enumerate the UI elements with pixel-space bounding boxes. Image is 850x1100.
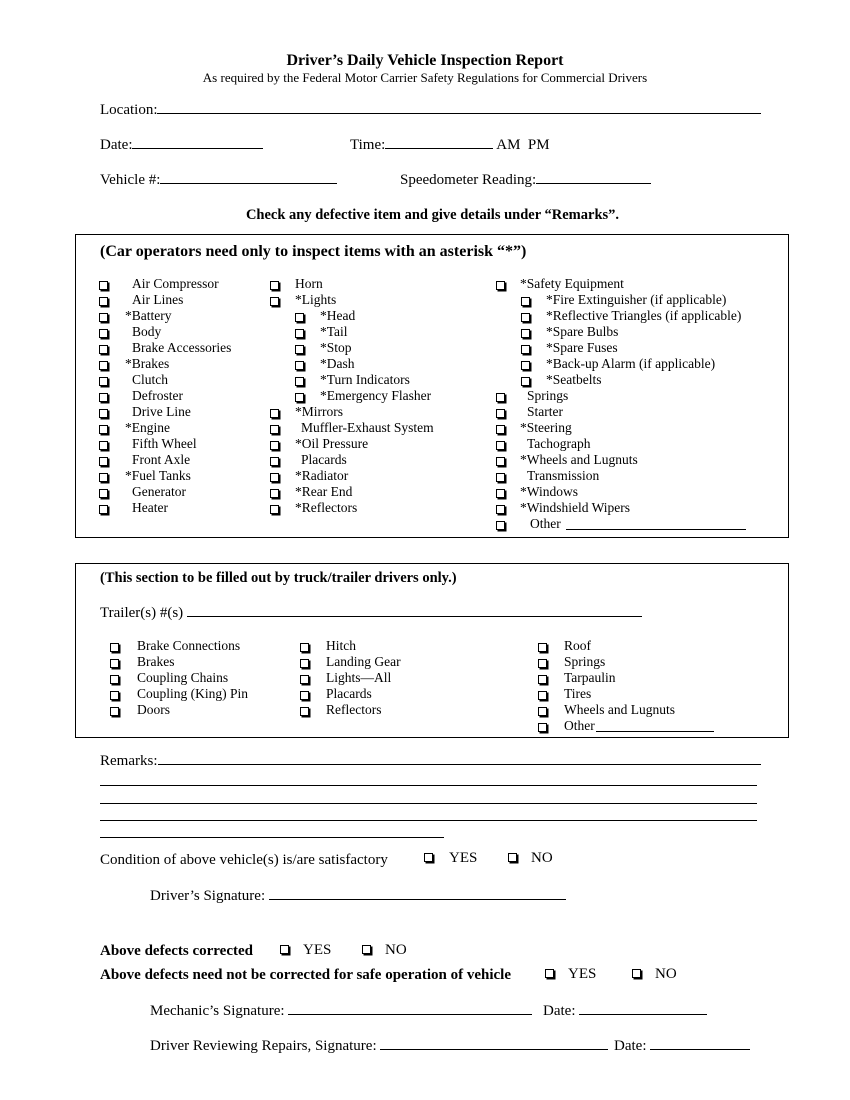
defects-not-needed-yes-option[interactable] xyxy=(545,966,596,983)
checklist-label: *Steering xyxy=(520,420,572,435)
checklist-checkbox[interactable] xyxy=(300,643,309,652)
mechanic-signature-label: Mechanic’s Signature: xyxy=(150,1003,285,1019)
checklist-checkbox[interactable] xyxy=(496,409,505,418)
time-row xyxy=(350,136,550,154)
time-label: Time: xyxy=(350,137,386,153)
defects-not-needed-no-option[interactable] xyxy=(632,966,677,983)
checklist-checkbox[interactable] xyxy=(521,361,530,370)
page-title: Driver’s Daily Vehicle Inspection Report xyxy=(286,52,564,69)
driver-signature-field[interactable] xyxy=(269,887,566,900)
checklist-item-starter[interactable] xyxy=(496,404,776,420)
checklist-item-lights[interactable] xyxy=(270,292,480,308)
checklist-item-windows[interactable] xyxy=(496,484,776,500)
checklist-item-heater[interactable] xyxy=(99,500,259,516)
checklist-item-safety-equipment[interactable] xyxy=(496,276,776,292)
speedometer-label: Speedometer Reading: xyxy=(400,172,537,188)
checklist-checkbox[interactable] xyxy=(496,473,505,482)
driver-reviewing-date-field[interactable] xyxy=(650,1037,750,1050)
location-field[interactable] xyxy=(157,101,761,114)
trailer-row xyxy=(100,604,642,622)
checklist-item-fuel-tanks[interactable] xyxy=(99,468,259,484)
checklist-checkbox[interactable] xyxy=(270,441,279,450)
checklist-item-defroster[interactable] xyxy=(99,388,259,404)
checklist-item-windshield-wipers[interactable] xyxy=(496,500,776,516)
defects-corrected-yes-option[interactable] xyxy=(280,942,331,959)
condition-row xyxy=(100,852,388,869)
driver-reviewing-row xyxy=(150,1037,608,1055)
checklist-checkbox[interactable] xyxy=(300,659,309,668)
checklist-label: *Battery xyxy=(125,308,172,323)
car-section-heading: (Car operators need only to inspect items with an asterisk “*”) xyxy=(100,243,527,260)
checklist-label: Landing Gear xyxy=(326,654,401,669)
checklist-checkbox[interactable] xyxy=(538,723,547,732)
checklist-label: Starter xyxy=(527,404,563,419)
trailer-field[interactable] xyxy=(187,604,642,617)
truck-column-3 xyxy=(538,638,738,734)
checklist-label: Brakes xyxy=(137,654,175,669)
checklist-item-placards[interactable] xyxy=(300,686,480,702)
checklist-item-springs[interactable] xyxy=(538,654,738,670)
checklist-item-radiator[interactable] xyxy=(270,468,480,484)
checklist-item-fire-extinguisher-if-applicable[interactable] xyxy=(496,292,776,308)
checklist-item-spare-fuses[interactable] xyxy=(496,340,776,356)
checklist-label: *Spare Fuses xyxy=(546,340,618,355)
defects-not-needed-yes-label: YES xyxy=(568,966,597,982)
checklist-label: Doors xyxy=(137,702,170,717)
checklist-item-placards[interactable] xyxy=(270,452,480,468)
checklist-checkbox[interactable] xyxy=(270,425,279,434)
checklist-label: *Radiator xyxy=(295,468,349,483)
checklist-checkbox[interactable] xyxy=(521,313,530,322)
car-other-field[interactable] xyxy=(566,517,746,530)
mechanic-date-field[interactable] xyxy=(579,1002,707,1015)
speedometer-field[interactable] xyxy=(536,171,651,184)
checklist-label: *Stop xyxy=(320,340,352,355)
checklist-checkbox[interactable] xyxy=(110,691,119,700)
checklist-checkbox[interactable] xyxy=(538,675,547,684)
checklist-label: Front Axle xyxy=(132,452,191,467)
checklist-item-reflectors[interactable] xyxy=(270,500,480,516)
checklist-item-engine[interactable] xyxy=(99,420,259,436)
checklist-checkbox[interactable] xyxy=(270,409,279,418)
checklist-checkbox[interactable] xyxy=(521,297,530,306)
checklist-label: *Turn Indicators xyxy=(320,372,410,387)
checklist-item-tail[interactable] xyxy=(270,324,480,340)
checklist-item-oil-pressure[interactable] xyxy=(270,436,480,452)
checklist-item-wheels-and-lugnuts[interactable] xyxy=(496,452,776,468)
checklist-checkbox[interactable] xyxy=(538,707,547,716)
date-label: Date: xyxy=(100,137,133,153)
checklist-label: Brake Accessories xyxy=(132,340,232,355)
remarks-label: Remarks: xyxy=(100,753,158,769)
checklist-item-turn-indicators[interactable] xyxy=(270,372,480,388)
checklist-label: Coupling (King) Pin xyxy=(137,686,249,701)
defects-not-needed-yes-checkbox[interactable] xyxy=(545,969,554,978)
checklist-label: *Mirrors xyxy=(295,404,343,419)
checklist-item-dash[interactable] xyxy=(270,356,480,372)
defects-corrected-no-label: NO xyxy=(385,942,407,958)
checklist-label: Roof xyxy=(564,638,591,653)
checklist-item-horn[interactable] xyxy=(270,276,480,292)
checklist-item-landing-gear[interactable] xyxy=(300,654,480,670)
checklist-checkbox[interactable] xyxy=(521,329,530,338)
checklist-item-tachograph[interactable] xyxy=(496,436,776,452)
checklist-label: *Reflectors xyxy=(295,500,358,515)
checklist-label: Tachograph xyxy=(527,436,591,451)
mechanic-signature-field[interactable] xyxy=(288,1002,532,1015)
checklist-item-other[interactable] xyxy=(496,516,776,532)
defects-corrected-no-checkbox[interactable] xyxy=(362,945,371,954)
remarks-field-line-4[interactable] xyxy=(100,820,757,821)
checklist-checkbox[interactable] xyxy=(295,393,304,402)
date-row xyxy=(100,136,263,154)
checklist-label: Tarpaulin xyxy=(564,670,616,685)
checklist-checkbox[interactable] xyxy=(110,659,119,668)
checklist-label: Transmission xyxy=(527,468,600,483)
checklist-label: Brake Connections xyxy=(137,638,241,653)
checklist-label: *Lights xyxy=(295,292,337,307)
checklist-checkbox[interactable] xyxy=(270,489,279,498)
checklist-item-emergency-flasher[interactable] xyxy=(270,388,480,404)
checklist-label: *Fire Extinguisher (if applicable) xyxy=(546,292,727,307)
checklist-label: Heater xyxy=(132,500,168,515)
checklist-label: *Oil Pressure xyxy=(295,436,369,451)
remarks-row xyxy=(100,752,761,770)
checklist-item-air-compressor[interactable] xyxy=(99,276,259,292)
checklist-checkbox[interactable] xyxy=(99,281,108,290)
checklist-label: *Head xyxy=(320,308,356,323)
checklist-label: *Windows xyxy=(520,484,578,499)
location-label: Location: xyxy=(100,102,158,118)
date-field[interactable] xyxy=(132,136,263,149)
checklist-item-air-lines[interactable] xyxy=(99,292,259,308)
time-field[interactable] xyxy=(385,136,493,149)
checklist-label: Body xyxy=(132,324,162,339)
checklist-label: Springs xyxy=(527,388,569,403)
condition-no-checkbox[interactable] xyxy=(508,853,517,862)
checklist-checkbox[interactable] xyxy=(295,361,304,370)
checklist-item-brakes[interactable] xyxy=(110,654,290,670)
checklist-item-steering[interactable] xyxy=(496,420,776,436)
checklist-checkbox[interactable] xyxy=(496,441,505,450)
checklist-checkbox[interactable] xyxy=(270,457,279,466)
checklist-checkbox[interactable] xyxy=(521,345,530,354)
checklist-label: Coupling Chains xyxy=(137,670,229,685)
checklist-item-reflective-triangles-if-applicable[interactable] xyxy=(496,308,776,324)
checklist-checkbox[interactable] xyxy=(521,377,530,386)
vehicle-label: Vehicle #: xyxy=(100,172,161,188)
checklist-checkbox[interactable] xyxy=(538,643,547,652)
checklist-label: *Reflective Triangles (if applicable) xyxy=(546,308,742,323)
checklist-checkbox[interactable] xyxy=(110,675,119,684)
checklist-checkbox[interactable] xyxy=(99,345,108,354)
defects-not-needed-no-checkbox[interactable] xyxy=(632,969,641,978)
checklist-checkbox[interactable] xyxy=(295,345,304,354)
truck-section-heading: (This section to be filled out by truck/trailer drivers only.) xyxy=(100,570,457,586)
checklist-checkbox[interactable] xyxy=(538,691,547,700)
checklist-checkbox[interactable] xyxy=(270,473,279,482)
mechanic-date-row xyxy=(543,1002,707,1020)
checklist-item-clutch[interactable] xyxy=(99,372,259,388)
checklist-label: *Tail xyxy=(320,324,348,339)
checklist-checkbox[interactable] xyxy=(99,297,108,306)
defects-corrected-no-option[interactable] xyxy=(362,942,407,959)
checklist-label: *Back-up Alarm (if applicable) xyxy=(546,356,716,371)
driver-reviewing-label: Driver Reviewing Repairs, Signature: xyxy=(150,1038,377,1054)
checklist-checkbox[interactable] xyxy=(300,675,309,684)
mechanic-signature-row xyxy=(150,1002,532,1020)
condition-no-label: NO xyxy=(531,850,553,866)
checklist-label: *Spare Bulbs xyxy=(546,324,619,339)
checklist-label: *Engine xyxy=(125,420,170,435)
vehicle-field[interactable] xyxy=(160,171,337,184)
checklist-checkbox[interactable] xyxy=(99,361,108,370)
checklist-item-hitch[interactable] xyxy=(300,638,480,654)
mechanic-date-label: Date: xyxy=(543,1003,576,1019)
checklist-item-front-axle[interactable] xyxy=(99,452,259,468)
condition-yes-label: YES xyxy=(449,850,478,866)
checklist-item-generator[interactable] xyxy=(99,484,259,500)
condition-no-option[interactable] xyxy=(508,850,553,867)
checklist-label: Other xyxy=(530,516,561,531)
driver-reviewing-date-label: Date: xyxy=(614,1038,647,1054)
checklist-label: *Safety Equipment xyxy=(520,276,624,291)
checklist-checkbox[interactable] xyxy=(99,393,108,402)
checklist-checkbox[interactable] xyxy=(99,377,108,386)
checklist-checkbox[interactable] xyxy=(110,707,119,716)
am-pm-label: AM PM xyxy=(496,137,550,153)
checklist-item-other[interactable] xyxy=(538,718,738,734)
checklist-label: *Fuel Tanks xyxy=(125,468,191,483)
checklist-label: Placards xyxy=(301,452,347,467)
condition-yes-checkbox[interactable] xyxy=(424,853,433,862)
checklist-label: Defroster xyxy=(132,388,183,403)
checklist-checkbox[interactable] xyxy=(99,505,108,514)
defects-corrected-yes-label: YES xyxy=(303,942,332,958)
checklist-checkbox[interactable] xyxy=(270,297,279,306)
checklist-item-reflectors[interactable] xyxy=(300,702,480,718)
checklist-item-wheels-and-lugnuts[interactable] xyxy=(538,702,738,718)
checklist-checkbox[interactable] xyxy=(496,521,505,530)
checklist-checkbox[interactable] xyxy=(99,457,108,466)
checklist-item-body[interactable] xyxy=(99,324,259,340)
checklist-item-coupling-king-pin[interactable] xyxy=(110,686,290,702)
truck-other-field[interactable] xyxy=(596,719,714,732)
driver-signature-label: Driver’s Signature: xyxy=(150,888,266,904)
checklist-label: Other xyxy=(564,718,595,733)
checklist-label: Muffler-Exhaust System xyxy=(301,420,434,435)
checklist-item-mirrors[interactable] xyxy=(270,404,480,420)
checklist-label: *Brakes xyxy=(125,356,170,371)
checklist-item-roof[interactable] xyxy=(538,638,738,654)
checklist-checkbox[interactable] xyxy=(496,505,505,514)
remarks-field-line-2[interactable] xyxy=(100,785,757,786)
checklist-label: Air Lines xyxy=(132,292,184,307)
checklist-item-doors[interactable] xyxy=(110,702,290,718)
checklist-checkbox[interactable] xyxy=(295,329,304,338)
condition-yes-option[interactable] xyxy=(424,850,477,867)
driver-reviewing-signature-field[interactable] xyxy=(380,1037,608,1050)
checklist-checkbox[interactable] xyxy=(496,281,505,290)
instruction-text: Check any defective item and give details under “Remarks”. xyxy=(245,207,620,223)
checklist-item-brakes[interactable] xyxy=(99,356,259,372)
checklist-checkbox[interactable] xyxy=(538,659,547,668)
checklist-checkbox[interactable] xyxy=(99,441,108,450)
speedometer-row xyxy=(400,171,651,189)
checklist-label: Reflectors xyxy=(326,702,382,717)
checklist-checkbox[interactable] xyxy=(270,281,279,290)
checklist-label: Generator xyxy=(132,484,186,499)
defects-not-needed-label: Above defects need not be corrected for safe operation of vehicle xyxy=(100,967,512,983)
checklist-item-back-up-alarm-if-applicable[interactable] xyxy=(496,356,776,372)
checklist-label: Air Compressor xyxy=(132,276,219,291)
checklist-label: Lights—All xyxy=(326,670,392,685)
checklist-checkbox[interactable] xyxy=(300,691,309,700)
checklist-label: *Seatbelts xyxy=(546,372,602,387)
defects-corrected-yes-checkbox[interactable] xyxy=(280,945,289,954)
checklist-label: Tires xyxy=(564,686,592,701)
checklist-checkbox[interactable] xyxy=(99,473,108,482)
defects-not-needed-no-label: NO xyxy=(655,966,677,982)
checklist-label: *Emergency Flasher xyxy=(320,388,432,403)
checklist-item-drive-line[interactable] xyxy=(99,404,259,420)
checklist-checkbox[interactable] xyxy=(295,313,304,322)
remarks-field-line-1[interactable] xyxy=(158,752,761,765)
driver-reviewing-date-row xyxy=(614,1037,750,1055)
checklist-checkbox[interactable] xyxy=(270,505,279,514)
checklist-item-tires[interactable] xyxy=(538,686,738,702)
checklist-label: Clutch xyxy=(132,372,168,387)
checklist-label: *Rear End xyxy=(295,484,353,499)
car-column-2 xyxy=(270,276,480,516)
checklist-checkbox[interactable] xyxy=(496,457,505,466)
checklist-checkbox[interactable] xyxy=(496,393,505,402)
checklist-checkbox[interactable] xyxy=(99,425,108,434)
checklist-item-head[interactable] xyxy=(270,308,480,324)
checklist-item-tarpaulin[interactable] xyxy=(538,670,738,686)
page-subtitle: As required by the Federal Motor Carrier Safety Regulations for Commercial Drivers xyxy=(202,70,648,85)
car-column-1 xyxy=(99,276,259,516)
trailer-label: Trailer(s) #(s) xyxy=(100,605,184,621)
checklist-checkbox[interactable] xyxy=(496,425,505,434)
checklist-item-brake-accessories[interactable] xyxy=(99,340,259,356)
checklist-item-coupling-chains[interactable] xyxy=(110,670,290,686)
checklist-checkbox[interactable] xyxy=(99,489,108,498)
car-column-3 xyxy=(496,276,776,532)
checklist-label: Hitch xyxy=(326,638,356,653)
checklist-item-spare-bulbs[interactable] xyxy=(496,324,776,340)
checklist-item-brake-connections[interactable] xyxy=(110,638,290,654)
remarks-field-line-5[interactable] xyxy=(100,837,444,838)
checklist-item-muffler-exhaust-system[interactable] xyxy=(270,420,480,436)
checklist-label: *Windshield Wipers xyxy=(520,500,631,515)
checklist-item-fifth-wheel[interactable] xyxy=(99,436,259,452)
truck-column-1 xyxy=(110,638,290,718)
location-row xyxy=(100,101,761,119)
checklist-checkbox[interactable] xyxy=(300,707,309,716)
checklist-item-springs[interactable] xyxy=(496,388,776,404)
checklist-item-transmission[interactable] xyxy=(496,468,776,484)
checklist-label: Placards xyxy=(326,686,372,701)
checklist-item-battery[interactable] xyxy=(99,308,259,324)
truck-column-2 xyxy=(300,638,480,718)
remarks-field-line-3[interactable] xyxy=(100,803,757,804)
checklist-item-rear-end[interactable] xyxy=(270,484,480,500)
checklist-label: *Dash xyxy=(320,356,355,371)
checklist-checkbox[interactable] xyxy=(496,489,505,498)
checklist-label: Horn xyxy=(295,276,323,291)
checklist-label: Fifth Wheel xyxy=(132,436,197,451)
checklist-item-seatbelts[interactable] xyxy=(496,372,776,388)
checklist-checkbox[interactable] xyxy=(99,329,108,338)
checklist-label: Wheels and Lugnuts xyxy=(564,702,675,717)
checklist-label: Springs xyxy=(564,654,606,669)
checklist-checkbox[interactable] xyxy=(99,409,108,418)
checklist-label: Drive Line xyxy=(132,404,191,419)
checklist-checkbox[interactable] xyxy=(99,313,108,322)
vehicle-row xyxy=(100,171,337,189)
defects-corrected-label: Above defects corrected xyxy=(100,943,253,959)
condition-label: Condition of above vehicle(s) is/are satisfactory xyxy=(100,852,388,868)
checklist-checkbox[interactable] xyxy=(295,377,304,386)
driver-signature-row xyxy=(150,887,566,905)
checklist-checkbox[interactable] xyxy=(110,643,119,652)
checklist-item-stop[interactable] xyxy=(270,340,480,356)
checklist-label: *Wheels and Lugnuts xyxy=(520,452,638,467)
checklist-item-lights-all[interactable] xyxy=(300,670,480,686)
